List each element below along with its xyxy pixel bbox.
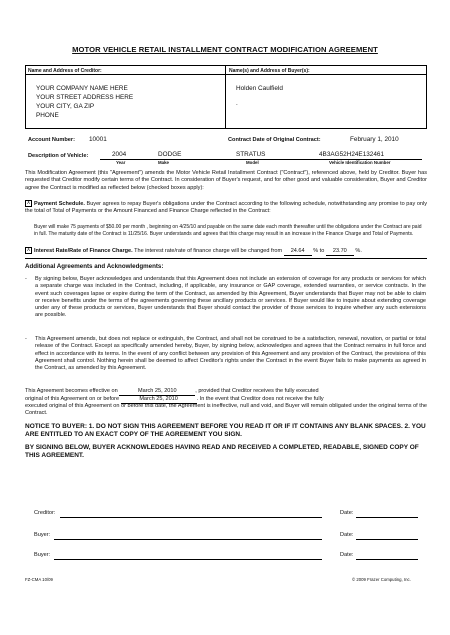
- creditor-date-label: Date:: [340, 510, 354, 516]
- buyer1-signature-line[interactable]: [54, 539, 322, 540]
- interest-checkbox[interactable]: X: [26, 247, 31, 253]
- creditor-street: YOUR STREET ADDRESS HERE: [36, 94, 134, 101]
- additional-heading: Additional Agreements and Acknowledgments:: [25, 263, 164, 270]
- creditor-label: Name and Address of Creditor:: [28, 67, 102, 74]
- vehicle-label: Description of Vehicle:: [28, 153, 89, 159]
- interest-from: 24.64: [284, 248, 312, 256]
- section-divider: [25, 258, 427, 259]
- payment-checkbox[interactable]: X: [26, 200, 31, 206]
- interest-after: %.: [355, 247, 362, 254]
- buyer1-date-line[interactable]: [356, 539, 418, 540]
- interest-mid: % to: [313, 247, 325, 254]
- header-divider: [25, 74, 427, 75]
- vehicle-make-caption: Make: [158, 160, 169, 165]
- bullet-2-mark: -: [25, 336, 27, 342]
- payment-heading: Payment Schedule.: [34, 200, 85, 207]
- vehicle-year-caption: Year: [116, 160, 126, 165]
- creditor-signature-line[interactable]: [60, 517, 322, 518]
- payment-text: Buyer agrees to repay Buyer's obligations under the Contract according to the following schedule, notwithstanding any promise to pay only the total of Total of Payments or the Amount Financed and Finance Charge reflected in the Contract:: [25, 200, 427, 215]
- interest-heading: Interest Rate/Rate of Finance Charge.: [34, 247, 133, 254]
- copyright: © 2009 Frazer Computing, Inc.: [352, 577, 411, 582]
- creditor-date-line[interactable]: [356, 517, 418, 518]
- vehicle-vin: 4B3AG52H24E132461: [319, 151, 385, 158]
- effective-text-3: original of this Agreement on or before: [25, 395, 120, 402]
- creditor-name: YOUR COMPANY NAME HERE: [36, 85, 128, 92]
- buyer-name: Holden Caulfield: [236, 85, 283, 92]
- creditor-phone: PHONE: [36, 112, 59, 119]
- form-code: FZ-CMA 10/09: [25, 577, 53, 582]
- buyer2-signature-label: Buyer:: [34, 552, 51, 558]
- contract-date-label: Contract Date of Original Contract:: [228, 137, 321, 143]
- parties-divider: [225, 65, 226, 129]
- buyer-mark: .: [236, 100, 238, 107]
- account-number-label: Account Number:: [28, 137, 75, 143]
- buyer2-date-label: Date:: [340, 552, 354, 558]
- vehicle-vin-caption: Vehicle Identification Number: [329, 160, 391, 165]
- receipt-deadline: March 25, 2010: [121, 396, 197, 404]
- payment-detail: Buyer will make 75 payments of $50.00 per month , beginning on 4/25/10 and payable on the same date each month thereafter until the obligations under the Contract are paid in full. The maturity date of the Contract is 11/25/16. Buyer understands and agrees that this charge may result in an increase in the Finance Charge and Total of Payments.: [34, 224, 422, 237]
- vehicle-model-caption: Model: [246, 160, 259, 165]
- intro-paragraph: This Modification Agreement (this "Agreement") amends the Motor Vehicle Retail Installment Contract ("Contract"), referenced above, held by Creditor. Buyer has requested that Creditor modify certain terms of the Contract. In consideration of Buyer's request, and for other good and valuable consideration, Buyer and Creditor agree the Contract is modified as reflected below (checked boxes apply):: [25, 170, 427, 191]
- interest-to: 23.70: [326, 248, 354, 256]
- creditor-signature-label: Creditor:: [34, 510, 56, 516]
- buyer2-signature-line[interactable]: [54, 559, 322, 560]
- vehicle-make: DODGE: [158, 151, 182, 158]
- additional-bullet-2: This Agreement amends, but does not replace or extinguish, the Contract, and shall not be construed to be a satisfaction, renewal, novation, or partial or total release of the Contract. Except as specifically amended hereby, Buyer, by signing below, acknowledges and agrees that the Contract remains in full force and effect in accordance with its terms. In the event of any conflict between any provision of this Agreement and any provision of the Contract, the provisions of this Agreement shall control. Nothing herein shall be deemed to affect Creditor's rights under the Contract in the event Buyer fails to make payments as agreed in the Contract, as amended by this Agreement.: [35, 336, 426, 372]
- account-number-value: 10001: [89, 136, 107, 143]
- notice-to-buyer: NOTICE TO BUYER: 1. DO NOT SIGN THIS AGREEMENT BEFORE YOU READ IT OR IF IT CONTAINS ANY BLANK SPACES. 2. YOU ARE ENTITLED TO AN EXACT COPY OF THE AGREEMENT YOU SIGN.: [25, 423, 426, 439]
- payment-section: [25, 200, 427, 216]
- effective-text-5: executed original of this Agreement on or before this date, the Agreement is ineffective, null and void, and Buyer will remain obligated under the original terms of the Contract.: [25, 403, 427, 417]
- creditor-city: YOUR CITY, GA ZIP: [36, 103, 95, 110]
- buyer-label: Name(s) and Address of Buyer(s):: [229, 67, 310, 74]
- additional-bullet-1: By signing below, Buyer acknowledges and understands that this Agreement does not include an extension of coverage for any products or services for which a separate charge was included in the Contract, including, if applicable, any insurance or GAP coverage, extended warranties, or service contracts. In the event such coverages lapse or expire during the term of the Contract, as amended by this Agreement, Buyer understands that Buyer may not be able to claim or receive benefits under the terms of the agreements governing these ancillary products or services. If Buyer would like to inquire about extending coverage under any of these products or services, Buyer understands that Buyer should contact the provider of those services to inquire whether any such extensions are possible.: [35, 276, 426, 319]
- document-title: MOTOR VEHICLE RETAIL INSTALLMENT CONTRACT MODIFICATION AGREEMENT: [72, 45, 378, 54]
- interest-text: The interest rate/rate of finance charge will be changed from: [134, 247, 283, 254]
- vehicle-model: STRATUS: [236, 151, 266, 158]
- contract-date-value: February 1, 2010: [350, 136, 399, 143]
- buyer2-date-line[interactable]: [356, 559, 418, 560]
- vehicle-year: 2004: [112, 151, 127, 158]
- buyer1-date-label: Date:: [340, 532, 354, 538]
- buyer1-signature-label: Buyer:: [34, 532, 51, 538]
- effective-text-1: This Agreement becomes effective on: [25, 388, 118, 394]
- effective-text-4: . In the event that Creditor does not receive the fully: [196, 395, 324, 402]
- bullet-1-mark: -: [25, 276, 27, 282]
- effective-date: March 25, 2010: [119, 388, 195, 396]
- by-signing-statement: BY SIGNING BELOW, BUYER ACKNOWLEDGES HAVING READ AND RECEIVED A COMPLETED, READABLE, SIGNED COPY OF THIS AGREEMENT.: [25, 444, 419, 460]
- interest-section: [25, 247, 435, 256]
- effective-text-2: , provided that Creditor receives the fully executed: [195, 388, 319, 394]
